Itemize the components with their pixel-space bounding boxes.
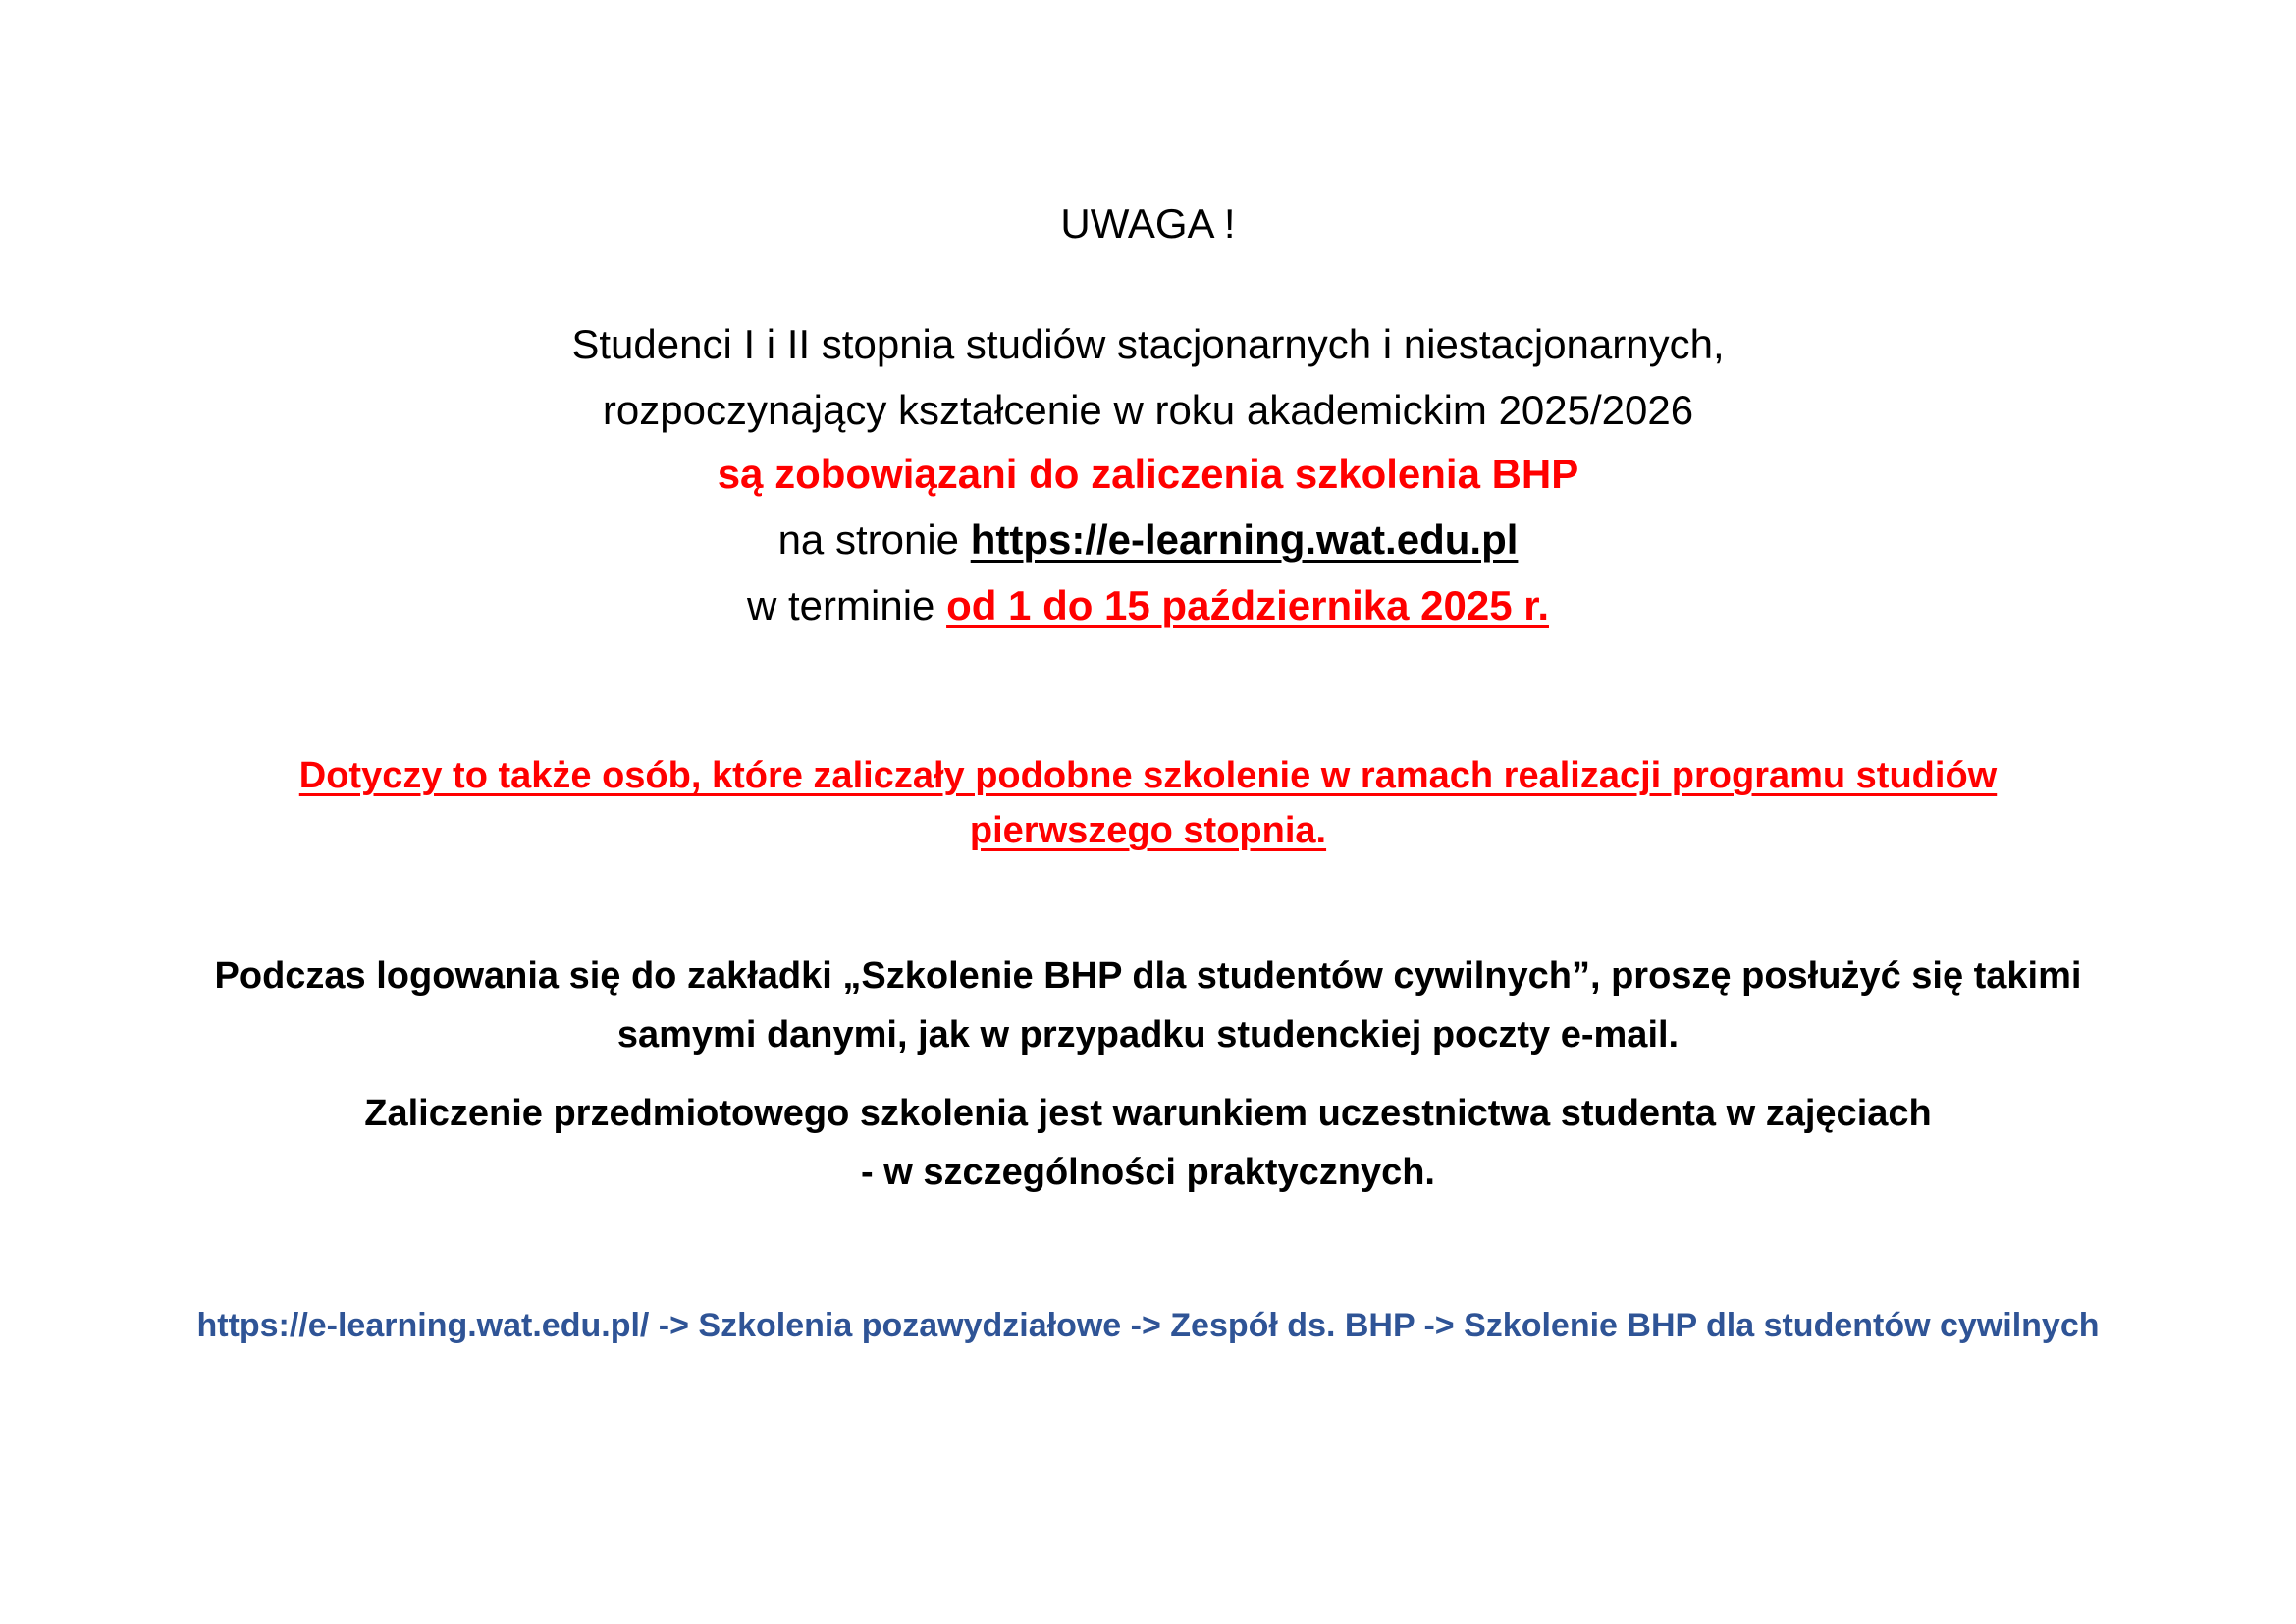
also-applies-line-2: pierwszego stopnia. <box>969 810 1327 851</box>
deadline-line <box>0 581 2296 630</box>
condition-line-2: - w szczególności praktycznych. <box>861 1152 1435 1193</box>
condition-line-1: Zaliczenie przedmiotowego szkolenia jest warunkiem uczestnictwa studenta w zajęciach <box>364 1093 1932 1134</box>
notice-heading: UWAGA ! <box>1060 200 1236 246</box>
site-line <box>0 515 2296 565</box>
elearning-link[interactable]: https://e-learning.wat.edu.pl <box>970 516 1519 563</box>
deadline-prefix: w terminie <box>747 582 947 628</box>
obligation-text: są zobowiązani do zaliczenia szkolenia BHP <box>717 451 1579 497</box>
navigation-path: https://e-learning.wat.edu.pl/ -> Szkolenia pozawydziałowe -> Zespół ds. BHP -> Szkolenie BHP dla studentów cywilnych <box>196 1307 2100 1344</box>
intro-line-2: rozpoczynający kształcenie w roku akademickim 2025/2026 <box>602 387 1694 433</box>
login-info-line-2: samymi danymi, jak w przypadku studenckiej poczty e-mail. <box>616 1014 1680 1056</box>
deadline-dates: od 1 do 15 października 2025 r. <box>946 582 1549 628</box>
intro-line-1: Studenci I i II stopnia studiów stacjonarnych i niestacjonarnych, <box>571 321 1725 367</box>
also-applies-line-1: Dotyczy to także osób, które zaliczały podobne szkolenie w ramach realizacji programu studiów <box>298 755 1998 796</box>
site-prefix: na stronie <box>777 516 971 563</box>
login-info-line-1: Podczas logowania się do zakładki „Szkolenie BHP dla studentów cywilnych”, proszę posłużyć się takimi <box>214 955 2082 997</box>
